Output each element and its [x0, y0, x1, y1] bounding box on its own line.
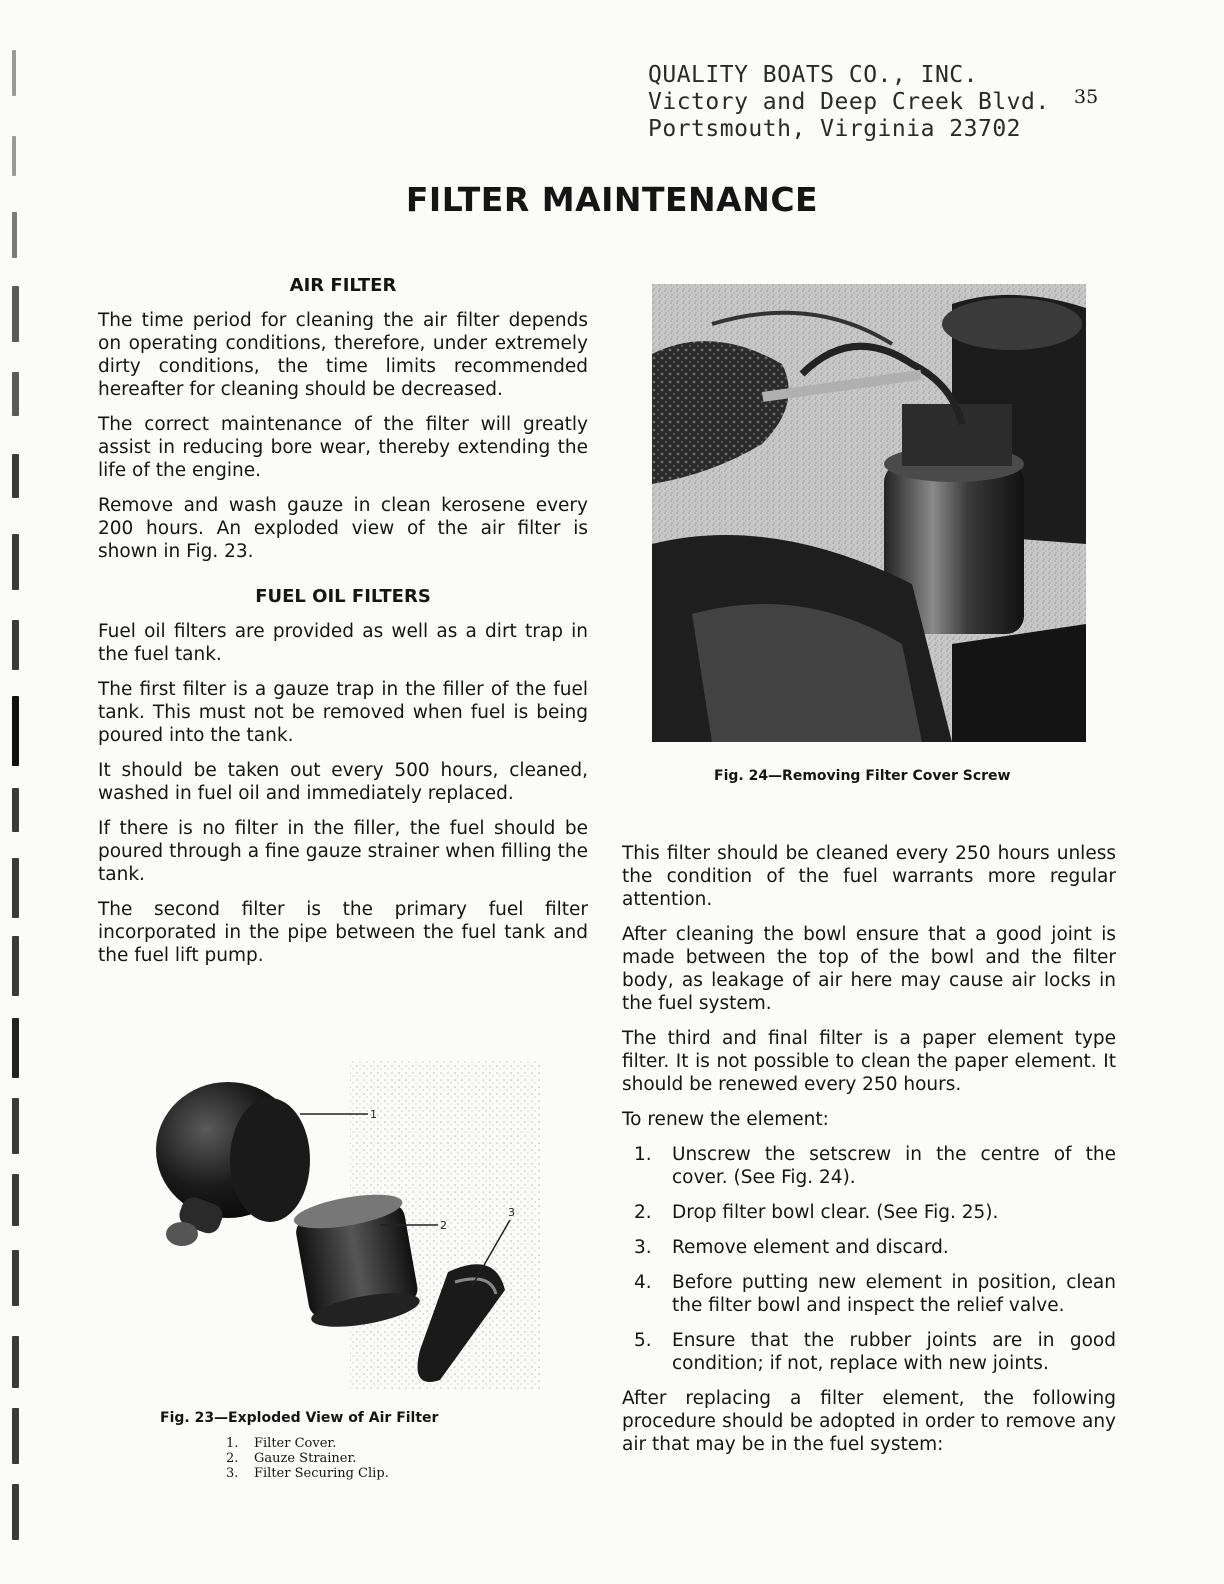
binding-mark: [12, 858, 19, 918]
step-text: Drop filter bowl clear. (See Fig. 25).: [672, 1202, 999, 1223]
binding-mark: [12, 936, 19, 996]
binding-marks: [12, 40, 28, 1560]
legend-text: Gauze Strainer.: [254, 1451, 357, 1466]
binding-mark: [12, 1250, 19, 1306]
legend-text: Filter Securing Clip.: [254, 1466, 389, 1481]
binding-mark: [12, 1336, 19, 1388]
binding-mark: [12, 534, 19, 590]
paragraph: The first filter is a gauze trap in the filler of the fuel tank. This must not be removed when fuel is being poured into the tank.: [98, 679, 588, 746]
legend-number: 2.: [226, 1451, 239, 1466]
step-text: Ensure that the rubber joints are in good condition; if not, replace with new joints.: [672, 1330, 1116, 1374]
binding-mark: [12, 372, 19, 416]
paragraph: Remove and wash gauze in clean kerosene every 200 hours. An exploded view of the air filter is shown in Fig. 23.: [98, 495, 588, 562]
callout-label-3: 3: [508, 1206, 515, 1219]
step-text: Remove element and discard.: [672, 1237, 949, 1258]
page-title: FILTER MAINTENANCE: [405, 180, 819, 219]
list-item: [622, 1143, 1116, 1189]
step-number: 3.: [634, 1237, 652, 1258]
paragraph: After replacing a filter element, the following procedure should be adopted in order to remove any air that may be in the fuel system:: [622, 1388, 1116, 1455]
stamp-line-street: Victory and Deep Creek Blvd.: [648, 89, 1050, 115]
fig23-exploded-view: [110, 1050, 542, 1400]
binding-mark: [12, 50, 16, 96]
callout-label-1: 1: [370, 1108, 377, 1121]
legend-item: [226, 1466, 389, 1481]
paragraph: The correct maintenance of the filter will greatly assist in reducing bore wear, thereby extending the life of the engine.: [98, 414, 588, 481]
step-number: 4.: [634, 1272, 652, 1293]
fig23-caption: Fig. 23—Exploded View of Air Filter: [160, 1410, 439, 1426]
fig24-photo: [652, 284, 1086, 742]
step-text: Before putting new element in position, clean the filter bowl and inspect the relief valve.: [672, 1272, 1116, 1316]
paragraph: The second filter is the primary fuel filter incorporated in the pipe between the fuel tank and the fuel lift pump.: [98, 899, 588, 966]
renew-element-steps: [622, 1143, 1116, 1375]
paragraph: The third and final filter is a paper element type filter. It is not possible to clean the paper element. It should be renewed every 250 hours.: [622, 1028, 1116, 1095]
fig24-photo-illustration: [652, 284, 1086, 742]
binding-mark: [12, 136, 16, 176]
fuel-oil-filters-heading: FUEL OIL FILTERS: [255, 586, 431, 607]
binding-mark: [12, 788, 19, 832]
left-column: [98, 274, 588, 979]
list-item: [622, 1201, 1116, 1224]
legend-text: Filter Cover.: [254, 1436, 337, 1451]
step-number: 2.: [634, 1202, 652, 1223]
paragraph: The time period for cleaning the air filter depends on operating conditions, therefore, under extremely dirty conditions, the time limits recommended hereafter for cleaning should be decreased.: [98, 310, 588, 400]
step-text: Unscrew the setscrew in the centre of the cover. (See Fig. 24).: [672, 1144, 1116, 1188]
air-filter-heading: AIR FILTER: [289, 275, 397, 296]
fig23-illustration: [110, 1050, 542, 1400]
legend-item: [226, 1451, 389, 1466]
binding-mark: [12, 1484, 19, 1540]
callout-label-2: 2: [440, 1219, 447, 1232]
right-column: [622, 842, 1116, 1468]
step-number: 1.: [634, 1144, 652, 1165]
paragraph: After cleaning the bowl ensure that a good joint is made between the top of the bowl and the filter body, as leakage of air here may cause air locks in the fuel system.: [622, 924, 1116, 1014]
legend-number: 3.: [226, 1466, 239, 1481]
binding-mark: [12, 1174, 19, 1226]
legend-item: [226, 1436, 389, 1451]
list-item: [622, 1236, 1116, 1259]
binding-mark: [12, 1098, 19, 1154]
binding-mark: [12, 696, 19, 766]
binding-mark: [12, 286, 19, 342]
step-number: 5.: [634, 1330, 652, 1351]
fig23-legend: [226, 1436, 389, 1481]
paragraph: It should be taken out every 500 hours, cleaned, washed in fuel oil and immediately replaced.: [98, 760, 588, 804]
binding-mark: [12, 620, 19, 670]
paragraph: If there is no filter in the filler, the fuel should be poured through a fine gauze strainer when filling the tank.: [98, 818, 588, 885]
paragraph: Fuel oil filters are provided as well as a dirt trap in the fuel tank.: [98, 621, 588, 665]
dealer-stamp: [648, 62, 1050, 143]
stamp-line-company: QUALITY BOATS CO., INC.: [648, 62, 978, 88]
list-item: [622, 1271, 1116, 1317]
binding-mark: [12, 1018, 19, 1078]
binding-mark: [12, 1408, 19, 1464]
paragraph: This filter should be cleaned every 250 hours unless the condition of the fuel warrants more regular attention.: [622, 843, 1116, 910]
binding-mark: [12, 454, 19, 498]
list-item: [622, 1329, 1116, 1375]
legend-number: 1.: [226, 1436, 239, 1451]
paragraph: To renew the element:: [622, 1109, 829, 1130]
page-number: 35: [1074, 86, 1099, 108]
fig24-caption: Fig. 24—Removing Filter Cover Screw: [714, 768, 1011, 784]
stamp-line-city: Portsmouth, Virginia 23702: [648, 116, 1022, 142]
